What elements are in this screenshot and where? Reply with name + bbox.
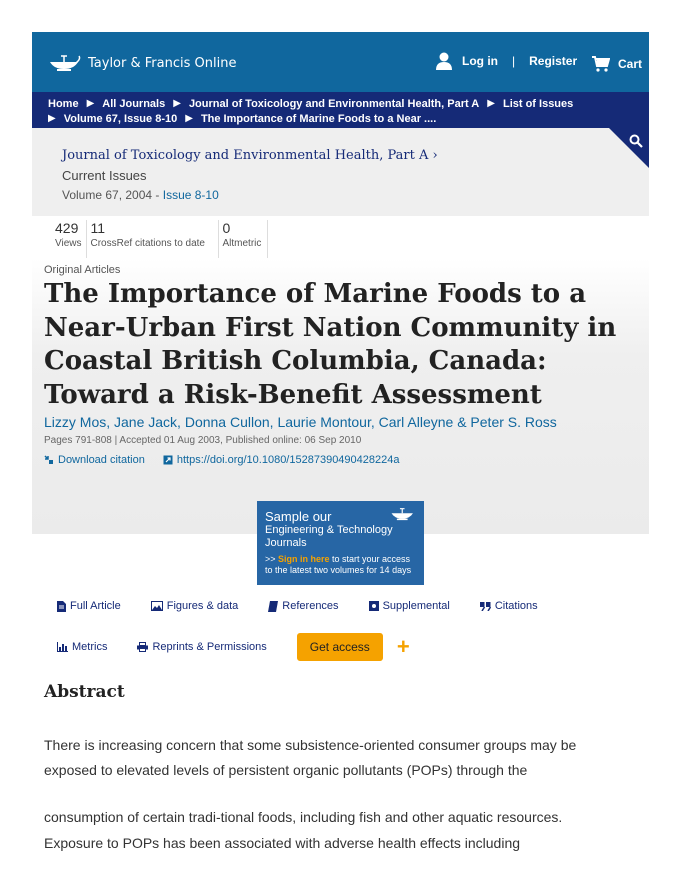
journal-title-link[interactable] — [62, 148, 438, 163]
tab-supplemental[interactable] — [369, 600, 450, 612]
breadcrumb-arrow-icon: ▶ — [86, 98, 95, 109]
metric-label: Views — [55, 238, 82, 249]
chevron-right-icon: › — [432, 148, 438, 163]
metric-number: 11 — [90, 220, 106, 236]
abstract-line: There is increasing concern that some subsistence-oriented consumer groups may be — [44, 737, 577, 753]
download-citation-label: Download citation — [58, 454, 145, 466]
issue-link[interactable]: Issue 8-10 — [162, 188, 219, 202]
quote-icon — [480, 602, 491, 611]
get-access-button[interactable]: Get access — [297, 633, 383, 661]
ad-cta-text: to start your access to the latest two volumes for 14 days — [265, 554, 412, 575]
printer-icon — [137, 642, 148, 652]
tab-reprints[interactable] — [137, 641, 266, 653]
tab-label: Reprints & Permissions — [152, 641, 267, 653]
tab-metrics[interactable] — [57, 641, 107, 653]
abstract-line: exposed to elevated levels of persistent organic pollutants (POPs) through the — [44, 762, 528, 778]
taylor-francis-logo[interactable] — [48, 54, 236, 72]
cart-icon — [592, 56, 610, 72]
breadcrumb-arrow-icon: ▶ — [487, 98, 495, 109]
tab-label: Supplemental — [382, 600, 450, 612]
breadcrumb-journal[interactable]: Journal of Toxicology and Environmental Health, Part A — [188, 97, 480, 110]
tab-figures[interactable] — [151, 600, 239, 612]
volume-text: Volume 67, 2004 - — [62, 188, 163, 202]
article-metrics — [55, 220, 272, 258]
metric-label: CrossRef citations to date — [90, 238, 205, 249]
article-tabs-secondary — [57, 633, 410, 661]
plus-icon[interactable]: + — [396, 634, 410, 659]
breadcrumb-arrow-icon: ▶ — [185, 113, 193, 124]
login-link[interactable]: Log in — [462, 54, 498, 68]
bar-chart-icon — [57, 642, 68, 652]
publication-info: Pages 791-808 | Accepted 01 Aug 2003, Published online: 06 Sep 2010 — [44, 435, 362, 446]
metric-label: Altmetric — [222, 238, 262, 249]
breadcrumb-issue[interactable]: Volume 67, Issue 8-10 — [63, 112, 178, 125]
breadcrumb-all-journals[interactable]: All Journals — [102, 97, 166, 110]
sample-journals-ad[interactable] — [257, 501, 424, 585]
article-title: The Importance of Marine Foods to a Near-Urban First Nation Community in Coastal British Columbia, Canada: Toward a Risk-Benefit Assessment — [44, 279, 617, 410]
ad-subline: Engineering & Technology Journals — [265, 524, 393, 549]
tab-full-article[interactable] — [57, 600, 121, 612]
journal-title-text: Journal of Toxicology and Environmental Health, Part A — [62, 148, 429, 163]
download-citation-link[interactable] — [44, 454, 145, 466]
journal-info-box — [32, 128, 649, 216]
puzzle-icon — [369, 601, 379, 611]
metric-altmetric — [223, 220, 269, 258]
author-list[interactable]: Lizzy Mos, Jane Jack, Donna Cullon, Laurie Montour, Carl Alleyne & Peter S. Ross — [44, 414, 557, 430]
doi-link[interactable] — [163, 454, 400, 466]
search-icon[interactable] — [629, 134, 643, 148]
tab-citations[interactable] — [480, 600, 538, 612]
article-header — [32, 258, 649, 534]
breadcrumb-arrow-icon: ▶ — [48, 113, 56, 124]
tab-label: Metrics — [72, 641, 108, 653]
external-link-icon — [163, 455, 173, 465]
cart-link[interactable] — [592, 56, 642, 72]
article-type: Original Articles — [44, 264, 121, 276]
breadcrumb — [32, 92, 649, 128]
breadcrumb-list-of-issues[interactable]: List of Issues — [502, 97, 574, 110]
logo-text: Taylor & Francis Online — [88, 55, 237, 71]
tab-label: Full Article — [70, 600, 121, 612]
book-icon — [268, 601, 278, 612]
breadcrumb-current: The Importance of Marine Foods to a Near .... — [200, 112, 437, 125]
metric-views — [55, 220, 87, 258]
article-tabs — [57, 600, 568, 612]
cart-label: Cart — [618, 57, 643, 71]
abstract-line: consumption of certain tradi-tional foods, including fish and other aquatic resources. — [44, 809, 563, 825]
download-citation-icon — [44, 455, 54, 465]
abstract-heading: Abstract — [44, 682, 125, 702]
volume-info — [62, 188, 219, 202]
register-link[interactable]: Register — [529, 54, 578, 68]
tab-label: References — [282, 600, 339, 612]
document-icon — [57, 601, 66, 612]
breadcrumb-home[interactable]: Home — [48, 97, 79, 110]
abstract-line: Exposure to POPs has been associated with adverse health effects including — [44, 835, 521, 851]
ad-cta-prefix: >> — [265, 554, 279, 564]
doi-label: https://doi.org/10.1080/15287390490428224a — [176, 454, 400, 466]
ad-sign-in-link[interactable]: Sign in here — [278, 554, 330, 564]
current-issues-label: Current Issues — [62, 168, 147, 183]
ad-cta — [265, 554, 416, 576]
breadcrumb-arrow-icon: ▶ — [173, 98, 181, 109]
article-links — [44, 454, 418, 466]
lamp-logo-icon — [390, 507, 416, 521]
metric-crossref — [91, 220, 219, 258]
image-icon — [151, 601, 163, 611]
metric-number: 429 — [55, 220, 79, 236]
ad-headline: Sample our — [265, 509, 332, 524]
tab-references[interactable] — [268, 600, 338, 612]
metric-number: 0 — [222, 220, 231, 236]
user-icon — [436, 52, 452, 70]
site-header — [32, 32, 649, 92]
account-links — [436, 52, 577, 70]
login-separator: | — [512, 54, 516, 68]
lamp-logo-icon — [48, 54, 82, 72]
tab-label: Citations — [494, 600, 538, 612]
tab-label: Figures & data — [166, 600, 239, 612]
